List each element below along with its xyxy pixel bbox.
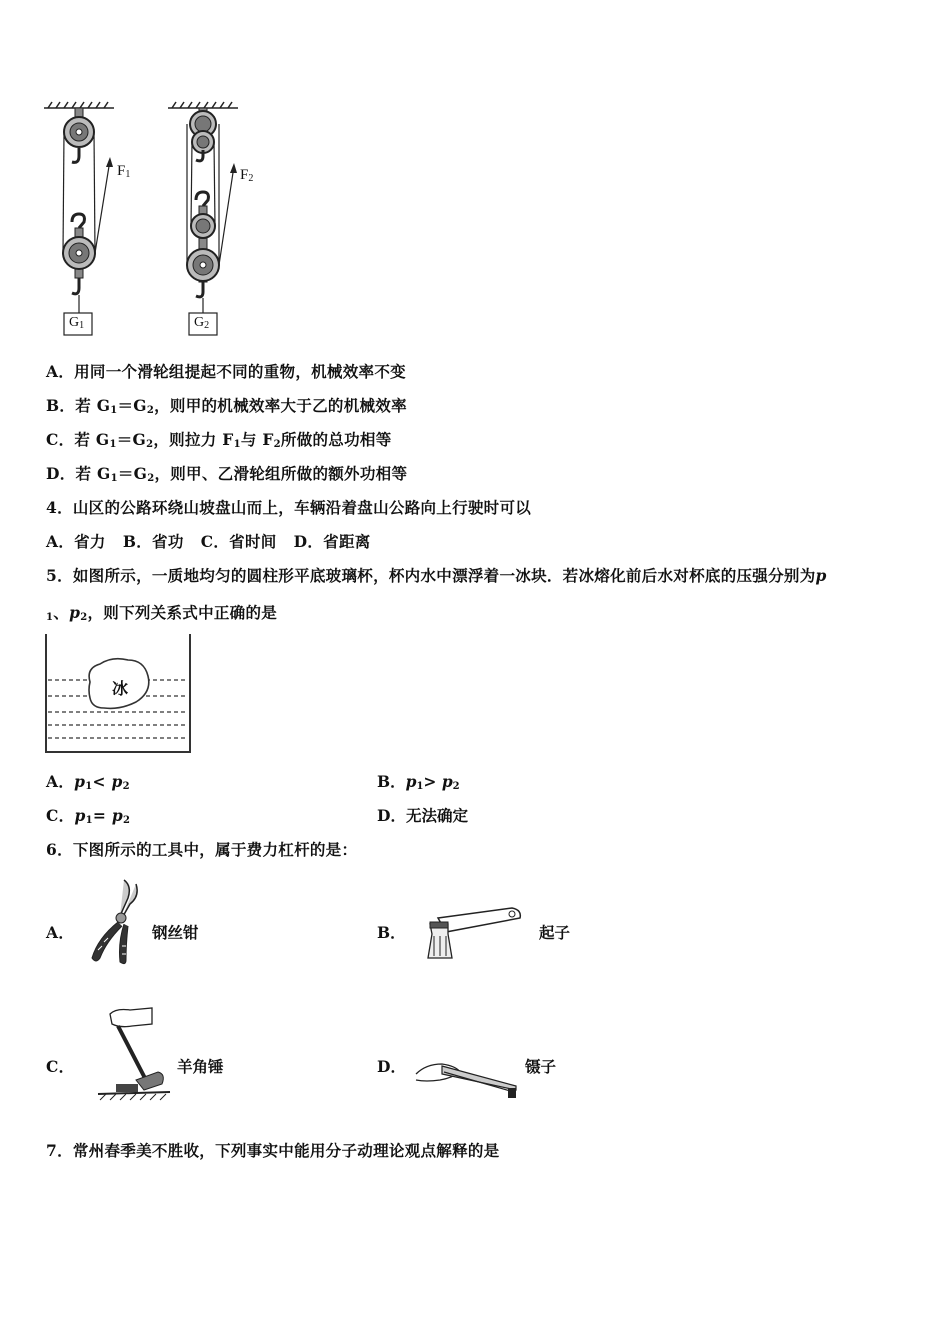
q5-a-p2: p: [111, 772, 123, 791]
q5-stem-sub2: 2: [80, 612, 88, 623]
q5-c-rel: =: [92, 806, 112, 825]
q3-option-d: [46, 462, 407, 484]
q3-c-post1: ，则拉力 F: [153, 430, 234, 449]
q5-option-b: [377, 770, 460, 792]
q4-options: A．省力 B．省功 C．省时间 D．省距离: [46, 532, 371, 551]
label-f2-letter: F: [240, 167, 249, 183]
q3-d-sub2: 2: [147, 473, 155, 484]
q6-a-letter: A．: [46, 923, 75, 942]
label-g2: [194, 315, 209, 331]
q3-b-sub2: 2: [146, 405, 155, 416]
q5-b-sub2: 2: [452, 781, 460, 792]
q6-d-letter: D．: [377, 1057, 406, 1076]
q6-c-name: 羊角锤: [177, 1057, 224, 1076]
q3-c-post2: 与 F: [240, 430, 274, 449]
q6-d-name: 镊子: [525, 1057, 557, 1076]
q5-a-sub2: 2: [122, 781, 130, 792]
q3-c-sub1: 1: [109, 439, 117, 450]
q5-option-c: [46, 804, 130, 826]
movable-pulley-left: [63, 214, 95, 313]
arrow-f2: [230, 163, 237, 173]
q5-stem-p: p: [815, 566, 827, 585]
q3-c-mid: ＝G: [116, 430, 147, 449]
q3-option-c: [46, 428, 392, 450]
label-g1: [69, 315, 84, 331]
q5-stem-text: 5．如图所示，一质地均匀的圆柱形平底玻璃杯，杯内水中漂浮着一冰块．若冰熔化前后水对杯底的压强分别为: [46, 566, 816, 585]
q5-c-pre: C．: [46, 806, 75, 825]
q5-b-p2: p: [441, 772, 453, 791]
q6-c-letter: C．: [46, 1057, 75, 1076]
q3-b-mid: ＝G: [117, 396, 147, 415]
q3-d-mid: ＝G: [117, 464, 148, 483]
label-f2: [240, 167, 253, 184]
q6-stem: 6．下图所示的工具中，属于费力杠杆的是：: [46, 840, 358, 859]
q6-b-name: 起子: [539, 923, 571, 942]
label-g1-sub: 1: [79, 320, 85, 331]
label-g2-sub: 2: [204, 320, 210, 331]
bottle-opener-icon: [424, 904, 524, 960]
q6-b-letter: B．: [377, 923, 406, 942]
pliers-icon: [84, 876, 144, 968]
label-f1: [117, 163, 130, 180]
q3-b-post: ，则甲的机械效率大于乙的机械效率: [154, 396, 407, 415]
arrow-f1: [106, 157, 113, 167]
label-g1-letter: G: [69, 315, 80, 330]
movable-pulley-right: [187, 192, 219, 313]
q5-c-p1: p: [74, 806, 86, 825]
q5-a-pre: A．: [46, 772, 75, 791]
q7-stem: 7．常州春季美不胜收，下列事实中能用分子动理论观点解释的是: [46, 1141, 500, 1160]
q4-stem: 4．山区的公路环绕山坡盘山而上，车辆沿着盘山公路向上行驶时可以: [46, 498, 532, 517]
q3-c-pre: C．若 G: [46, 430, 110, 449]
q5-a-rel: <: [92, 772, 112, 791]
fixed-pulley-right: [190, 108, 216, 161]
q5-c-p2: p: [111, 806, 123, 825]
q5-stem-mid: 、: [53, 603, 70, 622]
claw-hammer-icon: [96, 1004, 172, 1104]
q6-a-name: 钢丝钳: [152, 923, 199, 942]
q3-option-b: [46, 394, 407, 416]
q3-b-pre: B．若 G: [46, 396, 111, 415]
q3-option-a: A．用同一个滑轮组提起不同的重物，机械效率不变: [46, 362, 406, 381]
q3-c-sub1b: 1: [233, 439, 241, 450]
tweezers-icon: [412, 1046, 522, 1102]
q5-a-p1: p: [74, 772, 86, 791]
q3-c-post3: 所做的总功相等: [280, 430, 392, 449]
q5-b-sub1: 1: [416, 781, 424, 792]
label-f1-letter: F: [117, 163, 126, 179]
label-f1-sub: 1: [125, 169, 131, 180]
q3-d-pre: D．若 G: [46, 464, 111, 483]
q3-d-sub1: 1: [110, 473, 118, 484]
q5-c-sub1: 1: [85, 815, 93, 826]
label-f2-sub: 2: [248, 173, 254, 184]
ice-label: 冰: [112, 679, 129, 698]
ceiling-right: [168, 102, 238, 108]
q5-a-sub1: 1: [85, 781, 93, 792]
q3-b-sub1: 1: [110, 405, 118, 416]
label-g2-letter: G: [194, 315, 205, 330]
q5-option-d: D．无法确定: [377, 806, 468, 825]
ceiling-left: [44, 102, 114, 108]
q5-option-a: [46, 770, 130, 792]
q5-c-sub2: 2: [122, 815, 131, 826]
q5-b-rel: >: [423, 772, 442, 791]
pulley-diagram: [0, 0, 300, 345]
q3-c-sub2b: 2: [273, 439, 281, 450]
q5-stem-rest: ，则下列关系式中正确的是: [87, 603, 278, 622]
q5-stem-sub1: 1: [46, 612, 54, 623]
q5-stem-p2: p: [69, 603, 81, 622]
q5-stem-line1: [46, 564, 827, 586]
q5-stem-line2: [46, 601, 277, 623]
q3-c-sub2: 2: [146, 439, 154, 450]
q5-b-pre: B．: [377, 772, 406, 791]
q5-b-p1: p: [405, 772, 417, 791]
fixed-pulley-left: [64, 108, 94, 162]
q3-d-post: ，则甲、乙滑轮组所做的额外功相等: [154, 464, 408, 483]
